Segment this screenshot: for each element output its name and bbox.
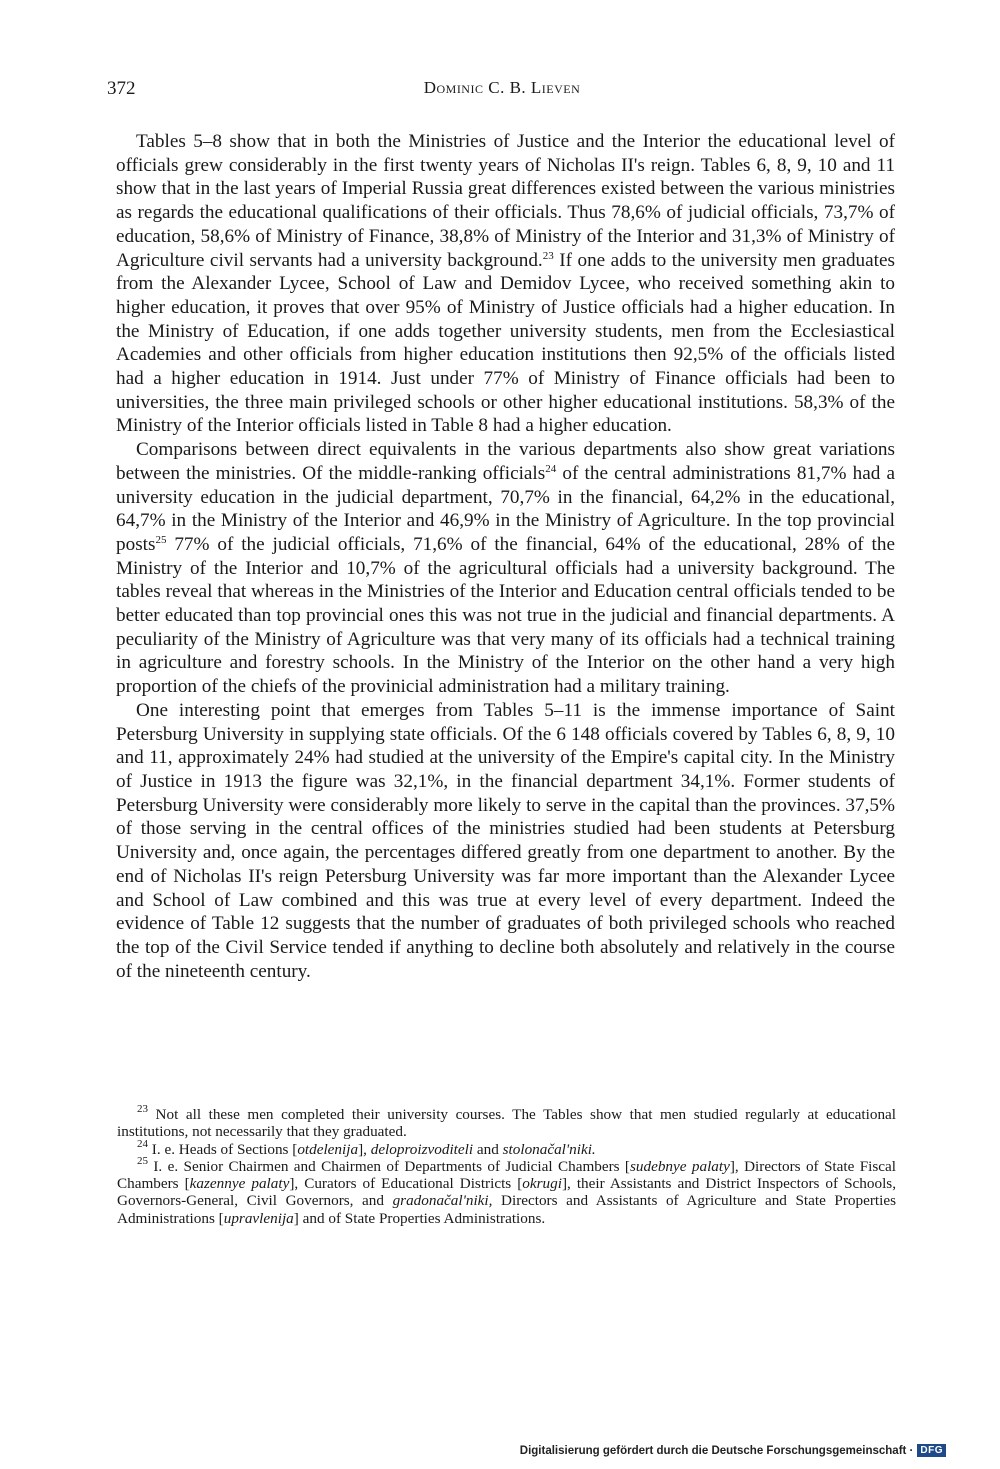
text-run: I. e. Heads of Sections [ <box>148 1140 298 1158</box>
paragraph <box>116 130 895 438</box>
text-run: and <box>473 1140 503 1158</box>
credit-text: Digitalisierung gefördert durch die Deutsche Forschungsgemeinschaft · <box>519 1444 914 1457</box>
footnote-marker: 24 <box>137 1137 148 1150</box>
page-number: 372 <box>107 78 136 99</box>
text-run: ] and of State Properties Administrations. <box>293 1209 546 1227</box>
italic-term: otdelenija <box>297 1140 359 1158</box>
page-header <box>107 78 897 106</box>
italic-term: gradonačal'niki, <box>392 1192 493 1210</box>
footnote-marker: 25 <box>155 533 167 546</box>
footnote-marker: 23 <box>137 1103 148 1115</box>
digitization-credit <box>520 1444 946 1457</box>
footnote-marker: 25 <box>137 1154 148 1167</box>
text-run: I. e. Senior Chairmen and Chairmen of Departments of Judicial Chambers [ <box>148 1157 630 1175</box>
italic-term: kazennye palaty <box>189 1175 290 1193</box>
running-head: Dominic C. B. Lieven <box>423 78 581 97</box>
italic-term: okrugi <box>522 1175 562 1193</box>
text-run: If one adds to the university men graduates from the Alexander Lycee, School of Law and Demidov Lycee, who received something akin to higher education, it proves that over 95% of Ministry of Justice officials had a higher education. In the Ministry of Education, if one adds together university students, men from the Ecclesiastical Academies and other officials from higher education institutions then 92,5% of the officials listed had a higher education in 1914. Just under 77% of Ministry of Finance officials had been to universities, the three main privileged schools or other higher educational institutions. 58,3% of the Ministry of the Interior officials listed in Table 8 had a higher education. <box>116 249 895 437</box>
text-run: Tables 5–8 show that in both the Ministries of Justice and the Interior the educational level of officials grew considerably in the first twenty years of Nicholas II's reign. Tables 6, 8, 9, 10 and 11 show that in the last years of Imperial Russia great differences existed between the various ministries as regards the educational qualifications of their officials. Thus 78,6% of judicial officials, 73,7% of education, 58,6% of Ministry of Finance, 38,8% of Ministry of the Interior and 31,3% of Ministry of Agriculture civil servants had a university background. <box>116 131 895 271</box>
text-run: of the central administrations 81,7% had a university education in the judicial department, 70,7% in the financial, 64,2% in the educational, 64,7% in the Ministry of the Interior and 46,9% in the Ministry of Agriculture. In the top provincial posts <box>116 462 896 555</box>
italic-term: upravlenija <box>223 1209 294 1227</box>
text-run: Comparisons between direct equivalents in the various departments also show great variations between the ministries. Of the middle-ranking officials <box>116 439 895 484</box>
footnote <box>117 1137 896 1158</box>
footnotes <box>117 1103 897 1227</box>
italic-term: stolonačal'niki. <box>502 1140 596 1158</box>
text-run: Not all these men completed their university courses. The Tables show that men studied regularly at educational institutions, not necessarily that they graduated. <box>117 1106 896 1141</box>
text-run: ], their Assistants and District Inspectors of Schools, Governors-General, Civil Governors, and <box>117 1175 897 1210</box>
text-run: ], Directors of State Fiscal Chambers [ <box>117 1157 896 1193</box>
paragraph <box>116 699 895 983</box>
text-run: Directors and Assistants of Agriculture and State Properties Administrations [ <box>117 1192 896 1227</box>
text-run: One interesting point that emerges from Tables 5–11 is the immense importance of Saint Petersburg University in supplying state officials. Of the 6 148 officials covered by Tables 6, 8, 9, 10 and 11, approximately 24% had studied at the university of the Empire's capital city. In the Ministry of Justice in 1913 the figure was 32,1%, in the financial department 34,1%. Former students of Petersburg University were considerably more likely to serve in the capital than the provinces. 37,5% of those serving in the central offices of the ministries studied had been students at Petersburg University and, once again, the percentages differed greatly from one department to another. By the end of Nicholas II's reign Petersburg University was far more important than the Alexander Lycee and School of Law combined and this was true at every level of every department. Indeed the evidence of Table 12 suggests that the number of graduates of both privileged schools who reached the top of the Civil Service tended if anything to decline both absolutely and relatively in the course of the nineteenth century. <box>116 699 895 982</box>
text-run: 77% of the judicial officials, 71,6% of the financial, 64% of the educational, 28% of the Ministry of the Interior and 10,7% of the agricultural officials had a university background. The tables reveal that whereas in the Ministries of the Interior and Education central officials tended to be better educated than top provincial ones this was not true in the judicial and financial departments. A peculiarity of the Ministry of Agriculture was that very many of its officials had a technical training in agriculture and forestry schools. In the Ministry of the Interior on the other hand a very high proportion of the chiefs of the provinicial administration had a military training. <box>116 533 895 698</box>
footnote <box>117 1154 897 1227</box>
text-run: ], Curators of Educational Districts [ <box>289 1175 523 1193</box>
dfg-logo: DFG <box>917 1444 946 1457</box>
italic-term: sudebnye palaty <box>630 1157 730 1175</box>
paragraph <box>116 438 895 699</box>
body-text <box>116 130 895 983</box>
footnote-marker: 23 <box>542 249 554 262</box>
text-run: ], <box>358 1140 371 1158</box>
italic-term: deloproizvoditeli <box>370 1140 474 1158</box>
footnote-marker: 24 <box>545 462 557 475</box>
footnote <box>117 1103 896 1141</box>
